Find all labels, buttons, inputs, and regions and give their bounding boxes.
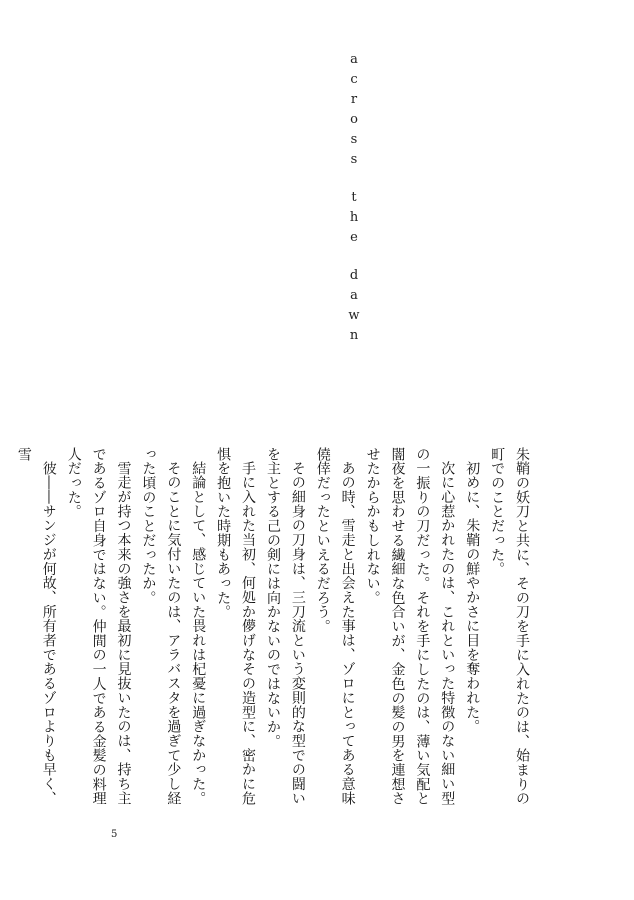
title-letter: a	[350, 288, 358, 303]
title-word	[344, 266, 364, 346]
title-letter: e	[350, 230, 358, 245]
paragraph: その細身の刀身は、三刀流という変則的な型での闘いを主とする己の剣には向かないのではないか。	[264, 447, 306, 806]
paragraph: 手に入れた当初、何処か儚げなその造型に、密かに危惧を抱いた時期もあった。	[215, 447, 257, 806]
paragraph: 朱鞘の妖刀と共に、その刀を手に入れたのは、始まりの町でのことだった。	[489, 447, 530, 806]
title-word	[344, 50, 364, 170]
title-letter: s	[350, 152, 358, 167]
title-letter: a	[350, 52, 358, 67]
body-text	[15, 447, 534, 819]
title-letter: r	[350, 92, 358, 107]
title-word	[344, 188, 364, 248]
paragraph: 結論として、感じていた畏れは杞憂に過ぎなかった。	[190, 461, 207, 806]
title-letter: t	[351, 190, 357, 205]
page-number: 5	[111, 829, 118, 840]
paragraph: 初めに、朱鞘の鮮やかさに目を奪われた。	[464, 461, 481, 734]
paragraph: そのことに気付いたのは、アラバスタを過ぎて少し経った頃のことだったか。	[140, 447, 182, 806]
title-letter: d	[349, 268, 359, 283]
paragraph: 彼――サンジが何故、所有者であるゾロよりも早く、雪	[15, 447, 57, 806]
title-letter: s	[350, 132, 358, 147]
title-letter: c	[350, 72, 358, 87]
paragraph: 次に心惹かれたのは、これといった特徴のない細い型の一振りの刀だった。それを手にしたのは、薄い気配と闇夜を思わせる繊細な色合いが、金色の髪の男を連想させたからかもしれない。	[364, 447, 456, 806]
title-letter: o	[350, 112, 358, 127]
chapter-title	[344, 50, 364, 364]
title-letter: h	[349, 210, 359, 225]
title-letter: n	[349, 328, 359, 343]
title-letter: w	[348, 308, 360, 323]
paragraph: あの時、雪走と出会えた事は、ゾロにとってある意味僥倖だったといえるだろう。	[314, 447, 356, 806]
paragraph: 雪走が持つ本来の強さを最初に見抜いたのは、持ち主であるゾロ自身ではない。仲間の一人である金髪の料理人だった。	[65, 447, 132, 806]
